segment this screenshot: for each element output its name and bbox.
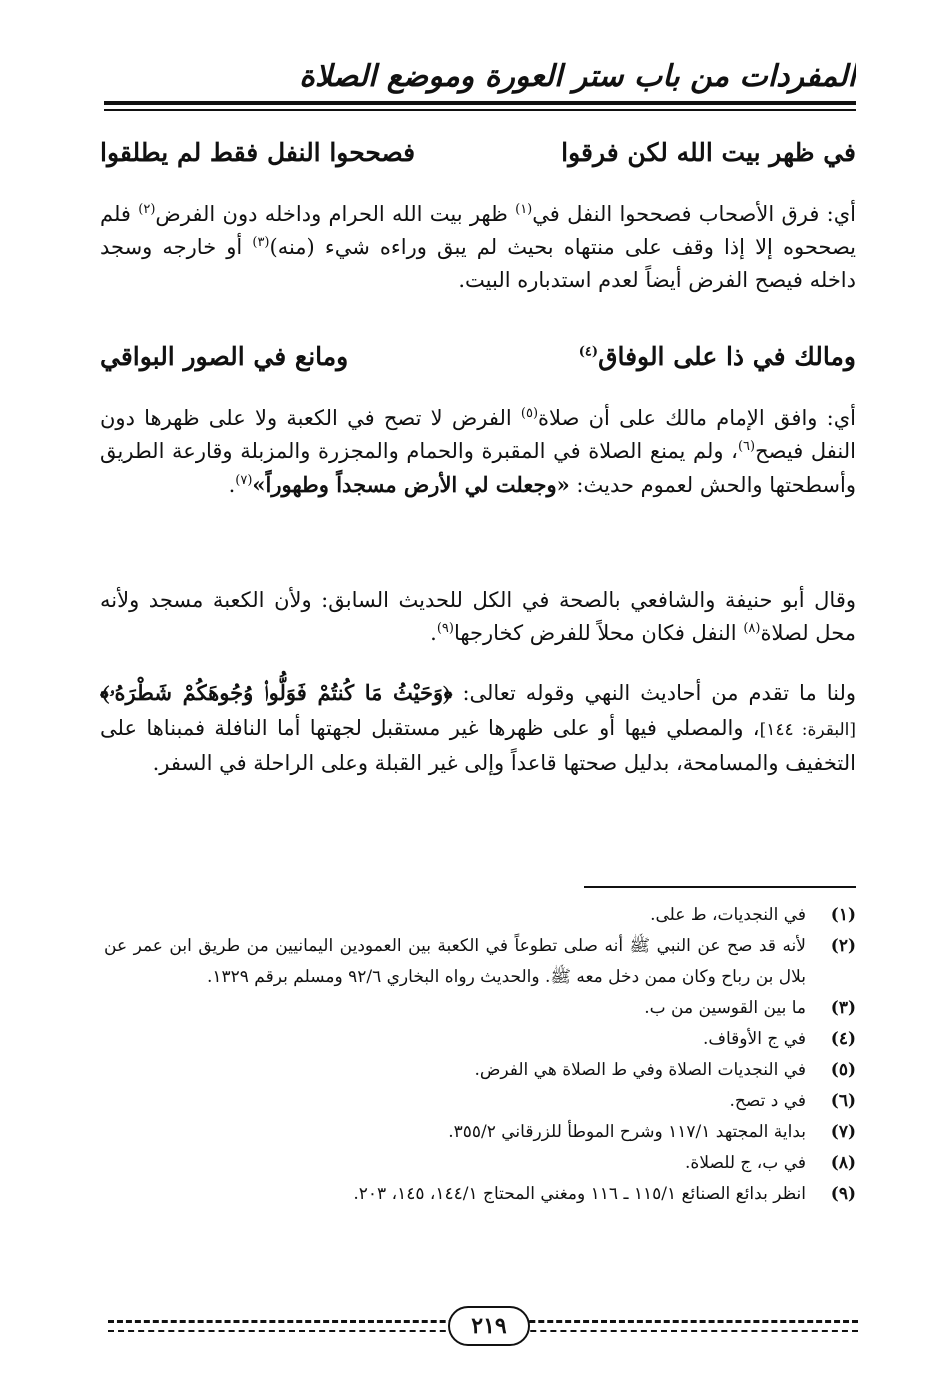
footnote-ref[interactable]: (٣) [252, 235, 270, 250]
text-run: أي: فرق الأصحاب فصححوا النفل في [532, 202, 856, 226]
footnote-ref[interactable]: (٨) [743, 621, 761, 636]
footnote-number: (١) [830, 905, 856, 925]
text-run: ولنا ما تقدم من أحاديث النهي وقوله تعالى: [452, 681, 856, 705]
text-run: ، والمصلي فيها أو على ظهرها غير مستقبل لجهتها أما النافلة فمبناها على التخفيف والمسامحة، بدليل صحتها قاعداً وإلى غير القبلة وعلى الراحلة في السفر. [100, 716, 856, 775]
quran-reference: [البقرة: ١٤٤] [759, 720, 856, 740]
commentary-paragraph-3 [100, 584, 856, 650]
footnote-text: انظر بدائع الصنائع ١١٥/١ ـ ١١٦ ومغني المحتاج ١٤٤/١، ١٤٥، ٢٠٣. [353, 1184, 806, 1204]
footnote-separator [584, 886, 856, 888]
footnote-text: في النجديات الصلاة وفي ط الصلاة هي الفرض. [474, 1060, 806, 1080]
commentary-paragraph-4 [100, 676, 856, 780]
footnote-ref[interactable]: (٩) [436, 621, 454, 636]
verse-2-second-hemistich: ومانع في الصور البواقي [100, 342, 349, 371]
text-run: ظهر بيت الله الحرام وداخله دون الفرض [155, 202, 516, 226]
footnote-ref[interactable]: (٥) [520, 406, 539, 421]
verse-1-second-hemistich: فصححوا النفل فقط لم يطلقوا [100, 138, 416, 167]
text-run: ، ولم يمنع الصلاة في المقبرة والحمام والمجزرة والمزبلة وقارعة الطريق وأسطحتها والحش لعموم حديث: [100, 439, 856, 497]
verse-2-first-hemistich [579, 334, 856, 380]
footnote-item [104, 931, 856, 993]
footnote-item [104, 1179, 856, 1210]
footnote-ref[interactable]: (١) [515, 202, 533, 217]
commentary-paragraph-1 [100, 198, 856, 297]
footnote-number: (٤) [830, 1029, 856, 1049]
footnote-ref[interactable]: (٧) [235, 473, 253, 488]
footnote-item [104, 1086, 856, 1117]
text-run: النفل فكان محلاً للفرض كخارجها [453, 621, 744, 645]
footnote-ref[interactable]: (٤) [578, 344, 599, 360]
text-run: فلم يصححوه إلا إذا وقف على منتهاه بحيث لم يبق وراءه شيء (منه) [100, 202, 856, 259]
header-rule-thick [104, 101, 856, 105]
hemistich-text: ومالك في ذا على الوفاق [598, 342, 856, 371]
footnote-number: (٨) [830, 1153, 856, 1173]
verse-line-2 [100, 334, 856, 380]
footnote-item [104, 900, 856, 931]
footnote-text: في ب، ج للصلاة. [685, 1153, 806, 1173]
footnote-item [104, 1055, 856, 1086]
text-run: . [228, 473, 236, 497]
hadith-quote: «وجعلت لي الأرض مسجداً وطهوراً» [252, 472, 570, 497]
footnote-item [104, 1148, 856, 1179]
footnotes-list [104, 900, 856, 1210]
footnote-text: لأنه قد صح عن النبي ﷺ أنه صلى تطوعاً في الكعبة بين العمودين اليمانيين من طريق ابن عمر عن بلال بن رباح وكان ممن دخل معه ﷺ. والحديث رواه البخاري ٩٢/٦ ومسلم برقم ١٣٢٩. [104, 936, 806, 987]
quran-quote: ﴿وَحَيْثُ مَا كُنتُمْ فَوَلُّوا۟ وُجُوهَكُمْ شَطْرَهُۥ﴾ [100, 680, 453, 705]
footnote-item [104, 1024, 856, 1055]
page-number: ٢١٩ [448, 1306, 530, 1346]
footnote-text: في د تصح. [729, 1091, 806, 1111]
footnote-number: (٦) [830, 1091, 856, 1111]
footnote-text: بداية المجتهد ١١٧/١ وشرح الموطأ للزرقاني ٣٥٥/٢. [448, 1122, 806, 1142]
footnote-ref[interactable]: (٢) [138, 202, 156, 217]
text-run: . [430, 621, 437, 645]
text-run: الفرض لا تصح في الكعبة ولا على ظهرها دون النفل فيصح [100, 406, 856, 463]
footnote-number: (٣) [830, 998, 856, 1018]
footnote-number: (٩) [830, 1184, 856, 1204]
footnote-number: (٧) [830, 1122, 856, 1142]
footnote-number: (٥) [830, 1060, 856, 1080]
verse-1-first-hemistich: في ظهر بيت الله لكن فرقوا [561, 138, 856, 167]
footnote-text: ما بين القوسين من ب. [644, 998, 806, 1018]
commentary-paragraph-2 [100, 402, 856, 502]
footnote-number: (٢) [830, 936, 856, 956]
footnote-item [104, 993, 856, 1024]
footnote-item [104, 1117, 856, 1148]
running-title: المفردات من باب ستر العورة وموضع الصلاة [299, 59, 856, 94]
verse-line-1 [100, 130, 856, 176]
footnote-ref[interactable]: (٦) [737, 439, 756, 454]
footnote-text: في النجديات، ط على. [650, 905, 806, 925]
text-run: أي: وافق الإمام مالك على أن صلاة [538, 406, 856, 430]
text-run: وقال أبو حنيفة والشافعي بالصحة في الكل للحديث السابق: ولأن الكعبة مسجد ولأنه محل لصلاة [100, 588, 856, 645]
footnote-text: في ج الأوقاف. [702, 1029, 806, 1049]
header-rule-thin [104, 109, 856, 111]
text-run: أو خارجه وسجد داخله فيصح الفرض أيضاً لعدم استدباره البيت. [100, 235, 856, 292]
